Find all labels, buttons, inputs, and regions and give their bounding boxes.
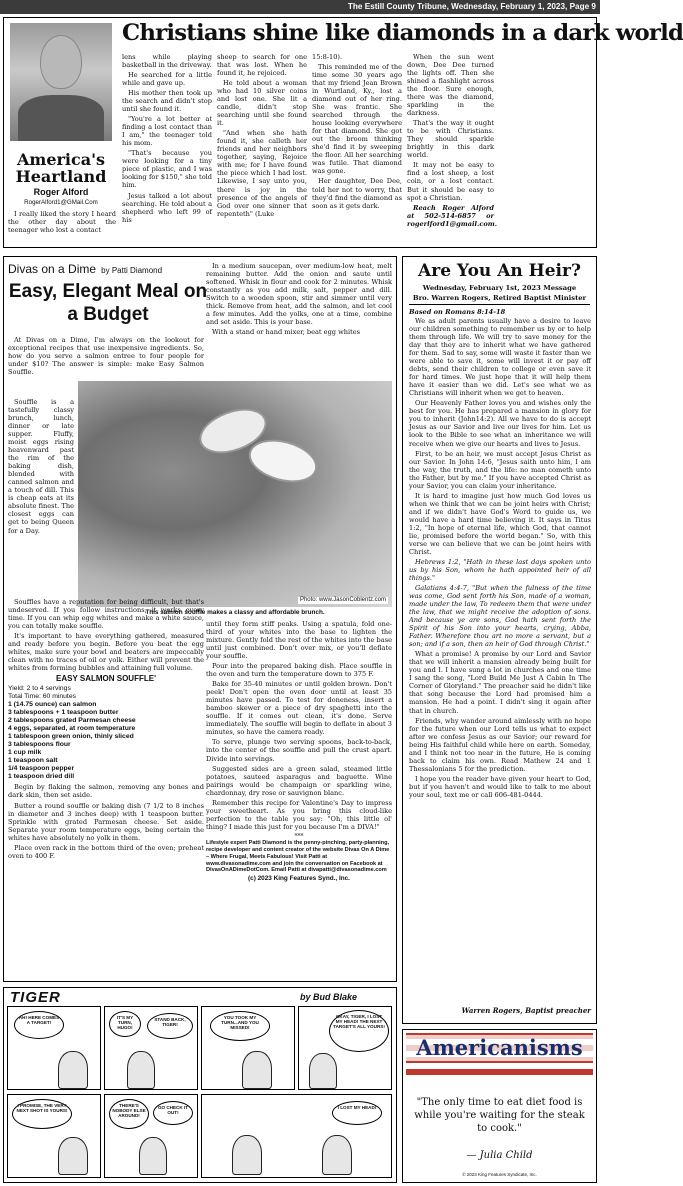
paragraph: Reach Roger Alford at 502-514-6857 or rogerlford1@gmail.com. [407, 203, 498, 228]
character-figure [309, 1053, 337, 1089]
character-figure [127, 1051, 155, 1089]
heir-author-line: Bro. Warren Rogers, Retired Baptist Minister [412, 294, 587, 302]
shoulders-silhouette [18, 95, 104, 141]
heir-subhead: Wednesday, February 1st, 2023 Message [422, 284, 577, 292]
paragraph: lens while playing basketball in the driveway. [122, 53, 212, 70]
comic-panel-2 [104, 1006, 198, 1090]
paragraph: I hope you the reader have given your heart to God, but if you haven't and would like to talk to me about your soul, text me or call 606-481-0444. [409, 774, 591, 799]
paragraph: He searched for a little while and gave up. [122, 71, 212, 88]
column-author-email[interactable]: RogerAlford1@GMail.Com [24, 199, 98, 206]
paragraph: It is hard to imagine just how much God loves us when we think that we can be joint heirs with Christ; and if we didn't have God's Word to guide us, we would have a hard time believing it. It says in Titus 1:2, "In hope of eternal life, which God, that cannot lie, promised before the world began." So, with this verse we can believe that we can be joint heirs with Christ. [409, 491, 591, 556]
paragraph: I really liked the story I heard the other day about the teenager who lost a contact [8, 210, 116, 235]
paragraph: When the sun went down, Dee Dee turned the lights off. Then she shined a flashlight across the floor. Sure enough, there was the diamond, sparkling in the darkness. [407, 53, 494, 118]
recipe-title: EASY SALMON SOUFFLE' [56, 674, 156, 684]
speech-bubble: YOU TOOK MY TURN...AND YOU MISSED! [210, 1011, 270, 1041]
character-figure [232, 1135, 262, 1175]
souffle-photo [78, 381, 392, 607]
speech-bubble: IT'S MY TURN, HUGO! [109, 1011, 141, 1037]
divas-byline: by Patti Diamond [101, 266, 163, 275]
author-photo [10, 23, 112, 141]
divas-bio: Lifestyle expert Patti Diamond is the penny-pinching, party-planning, recipe developer and content creator of the website Divas On A Dime – Where Frugal, Meets Fabulous! Visit Patti at www.divasonadime.com and join the conversation on Facebook at DivasOnADimeDotCom. Email Patti at divapatti@divasonadime.com [206, 840, 390, 874]
heir-body [409, 308, 591, 801]
paragraph: At Divas on a Dime, I'm always on the lookout for exceptional recipes that use inexpensive ingredients. So, how do you serve a salmon entree to four people for under $10? The answer is simple: make Easy Salmon Souffle. [8, 336, 204, 377]
paragraph: Begin by flaking the salmon, removing any bones and dark skin, then set aside. [8, 783, 204, 800]
column-headline: Christians shine like diamonds in a dark world [122, 20, 683, 46]
paragraph: His mother then took up the search and didn't stop until she found it. [122, 89, 212, 114]
comic-panel-1 [7, 1006, 101, 1090]
speech-bubble: AH! HERE COMES A TARGET! [14, 1011, 64, 1039]
paragraph: It may not be easy to find a lost sheep, a lost coin, or a lost contact. But it should be easy to spot a Christian. [407, 161, 494, 202]
top-col-5 [407, 53, 498, 230]
divas-copyright: (c) 2023 King Features Synd., Inc. [248, 875, 350, 883]
divas-intro-1 [8, 336, 204, 378]
character-figure [322, 1135, 352, 1175]
paragraph: Jesus talked a lot about searching. He told about a shepherd who left 99 of his [122, 191, 212, 224]
divas-stars: *** [294, 832, 304, 840]
paragraph: What a promise! A promise by our Lord and Savior that we will inherit a mansion already being built for you and I. I have sung a lot in churches and one time I sang the song, "Lord Build Me Just A Cabin In The Corner of Gloryland." The preacher said he didn't like that song because the Lord had promised him a mansion. He had a point. I didn't sing it again after that in church. [409, 650, 591, 715]
americanisms-title: Americanisms [406, 1035, 593, 1061]
comic-panel-3 [201, 1006, 295, 1090]
paragraph: Butter a round souffle or baking dish (7 1/2 to 8 inches in diameter and 3 inches deep) with 1 teaspoon butter. Sprinkle with grated Parmesan cheese. Set aside. Separate your room temperature eggs, being certain the whites have absolutely no yolk in them. [8, 801, 204, 842]
paragraph: "That's because you were looking for a tiny piece of plastic, and I was looking for $150," she told him. [122, 149, 212, 190]
ingredient: 3 tablespoons flour [8, 741, 71, 749]
comic-panel-5 [7, 1094, 101, 1178]
ingredient: 1/4 teaspoon pepper [8, 765, 75, 773]
speech-bubble: THERE'S NOBODY ELSE AROUND! [109, 1099, 149, 1129]
paragraph: Pour into the prepared baking dish. Place souffle in the oven and turn the temperature down to 375 F. [206, 662, 392, 679]
heir-divider [409, 304, 590, 305]
paragraph: With a stand or hand mixer, beat egg whites [212, 328, 361, 337]
americanisms-copyright: © 2023 King Features Syndicate, Inc. [462, 1172, 537, 1177]
paragraph: "And when she hath found it, she calleth her friends and her neighbors together, saying, Rejoice with me; for I have found the piece which I had lost. Likewise, I say unto you, there is joy in the presence of the angels of God over one sinner that repenteth" (Luke [217, 129, 307, 218]
photo-credit: Photo: www.JasonCoblentz.com [299, 596, 386, 603]
paragraph: Remember this recipe for Valentine's Day to impress your sweetheart. As you bring this cloud-like perfection to the table you say: "Oh, this little ol' thing? I made this just for you because I'm a DIVA!" [206, 798, 392, 831]
divas-kicker: Divas on a Dime [8, 262, 97, 276]
paragraph: That's the way it ought to be with Christians. They should sparkle brightly in this dark world. [407, 119, 494, 160]
paragraph: sheep to search for one that was lost. When he found it, he rejoiced. [217, 53, 307, 78]
paragraph: It's important to have everything gathered, measured and ready before you begin. Before you beat the egg whites, make sure your bowl and beaters are impeccably clean with no traces of oil or yolk. Either will prevent the whites from forming bubbles and attaining full volume. [8, 632, 204, 673]
column-name-2: Heartland [15, 167, 107, 186]
paragraph: Souffles have a reputation for being difficult, but that's undeserved. If you follow instructions, it works every time. If you can whip egg whites and make a white sauce, you can totally make souffle. [8, 598, 204, 631]
divas-right-top [206, 262, 392, 338]
heir-signature: Warren Rogers, Baptist preacher [461, 1006, 591, 1015]
ingredient: 1 teaspoon dried dill [8, 773, 75, 781]
speech-bubble: STAND BACK, TIGER! [147, 1013, 193, 1039]
divas-left-lower [8, 598, 204, 862]
ingredient: 3 tablespoons + 1 teaspoon butter [8, 709, 119, 717]
divas-intro-col [8, 398, 74, 537]
speech-bubble: I PROMISE, THE VERY NEXT SHOT IS YOURS! [12, 1099, 72, 1129]
comic-title: TIGER [10, 989, 61, 1006]
paragraph: Hebrews 1:2, "Hath in these last days spoken unto us by his Son, whom he hath appointed heir of all things." [409, 557, 591, 582]
americanisms-quote: "The only time to eat diet food is while you're waiting for the steak to cook." [414, 1097, 585, 1134]
speech-bubble: GO CHECK IT OUT! [153, 1101, 193, 1125]
americanisms-attribution: — Julia Child [466, 1150, 533, 1161]
ingredient: 2 tablespoons grated Parmesan cheese [8, 717, 136, 725]
ingredient: 1 (14.75 ounce) can salmon [8, 701, 97, 709]
top-col-3 [217, 53, 307, 220]
comic-byline: by Bud Blake [300, 992, 358, 1002]
paragraph: Place oven rack in the bottom third of the oven; preheat oven to 400 F. [8, 843, 204, 860]
paragraph: Suggested sides are a green salad, steamed little potatoes, sauteed asparagus and baguette. Wine pairings would be champaign or sparkling wine, chardonnay, dry rose or sauvignon blanc. [206, 764, 392, 797]
character-figure [139, 1137, 167, 1175]
character-figure [242, 1051, 272, 1089]
paragraph: First, to be an heir, we must accept Jesus Christ as our Savior. In John 14:6, "Jesus saith unto him, I am the way, the truth, and the life: no man cometh unto the Father, but by me." If you have accepted Christ as your Savior, you can claim your inheritance. [409, 449, 591, 490]
paragraph: 15:8-10). [312, 53, 343, 61]
divas-headline: Easy, Elegant Meal on a Budget [8, 281, 208, 325]
top-col-1 [8, 210, 116, 236]
column-name-1: America's [16, 150, 106, 169]
column-author: Roger Alford [33, 187, 89, 197]
character-figure [58, 1137, 88, 1175]
paragraph: until they form stiff peaks. Using a spatula, fold one-third of your whites into the base to lighten the mixture. Gently fold the rest of the whites into the base until just combined. Don't over mix, or you'll deflate your souffle. [206, 620, 392, 661]
recipe-yield: Yield: 2 to 4 servings [8, 684, 71, 692]
paragraph: Galatians 4:4-7, "But when the fulness of the time was come, God sent forth his Son, made of a woman, made under the law, To redeem them that were under the law, that we might receive the adoption of sons. And because ye are sons, God hath sent forth the Spirit of his Son into your hearts, crying, Abba, Father. Wherefore thou art no more a servant, but a son; and if a son, then an heir of God through Christ." [409, 584, 591, 649]
character-figure [58, 1051, 88, 1089]
paragraph: Souffle is a tastefully classy brunch, lunch, dinner or late supper. Fluffy, moist eggs rising heavenward past the rim of the baking dish, blended with canned salmon and a touch of dill. This is cheap eats at its absolute finest. The closest eggs can get to being Queen for a Day. [8, 398, 74, 535]
paragraph: Our Heavenly Father loves you and wishes only the best for you. He has prepared a mansion in glory for you to inherit (John14:2). All we have to do is accept Jesus as our Savior and live our lives for him. Let us look to the Bible to see what an inheritance we will receive when we give our hearts and lives to Jesus. [409, 399, 591, 448]
paragraph: In a medium saucepan, over medium-low heat, melt remaining butter. Add the onion and saute until softened. Whisk in flour and cook for 2 minutes. Whisk constantly as you add milk, salt, pepper and dill. Switch to a wooden spoon, stir and simmer until very thick. Remove from heat, add the salmon, and let cool a few minutes. Add the yolks, one at a time, combine and set aside. This is your base. [206, 262, 392, 327]
ingredient: 4 eggs, separated, at room temperature [8, 725, 136, 733]
divas-kicker-line [8, 262, 208, 277]
flag-banner [406, 1033, 593, 1077]
speech-bubble: OKAY, TIGER, I LOST MY HEAD! THE NEXT TARGET'S ALL YOURS! [329, 1010, 389, 1052]
masthead: The Estill County Tribune, Wednesday, February 1, 2023, Page 9 [0, 0, 600, 14]
paragraph: "You're a lot better at finding a lost contact than I am," the teenager told his mom. [122, 115, 212, 148]
photo-caption: This salmon souffle makes a classy and affordable brunch. [145, 609, 325, 616]
paragraph: This reminded me of the time some 30 years ago that my friend Jean Brown in Wurtland, Ky., lost a diamond out of her ring. She was frantic. She searched through the house looking everywhere for that diamond. She got out the broom thinking she'd find it by sweeping the floor. All her searching was futile. That diamond was gone. [312, 63, 402, 176]
paragraph: Bake for 35-40 minutes or until golden brown. Don't peek! Don't open the oven door until at least 35 minutes have passed. To test for doneness, insert a bamboo skewer or a piece of dry spaghetti into the souffle. If it comes out clean, it's done. Serve immediately. The souffle will begin to deflate in about 3 minutes, so have the camera ready. [206, 680, 392, 737]
top-col-2 [122, 53, 212, 226]
paragraph: Friends, why wander around aimlessly with no hope for the future when our Lord tells us what to expect after we confess Jesus as our Savior; our reward for being His faithful child while here on earth. Someday, and I think not too near in the future, He is coming back to claim his own. Read Mathew 24 and 1 Thessalonians 5 for the prediction. [409, 716, 591, 773]
speech-bubble: I LOST MY HEAD! [332, 1101, 382, 1125]
paragraph: Her daughter, Dee Dee, told her not to worry, that they'd find the diamond as soon as it gets dark. [312, 177, 402, 210]
recipe-total-time: Total Time: 60 minutes [8, 693, 76, 700]
divas-right-bottom [206, 620, 392, 883]
paragraph: To serve, plunge two serving spoons, back-to-back, into the center of the souffle and pull the crust apart. Divide into servings. [206, 738, 392, 763]
heir-headline: Are You An Heir? [418, 261, 581, 281]
ingredient: 1 tablespoon green onion, thinly sliced [8, 733, 134, 741]
top-col-4 [312, 53, 402, 212]
heir-based-on: Based on Romans 8:14-18 [409, 308, 506, 316]
comic-panel-7 [201, 1094, 392, 1178]
ingredient: 1 cup milk [8, 749, 42, 757]
comic-panel-6 [104, 1094, 198, 1178]
paragraph: We as adult parents usually have a desire to leave our children something to remember us by or to help them through life. We will try to save money for the day that they are to inherit what we have gathered for them. Sad to say, some will waste it faster than we were able to save it, some will invest it or pay off debts, send their children to college or even save it for hard times. We just hope that it will help them have it easier than we did. Let's see what we as Christians will inherit when we get to heaven. [409, 317, 591, 398]
paragraph: He told about a woman who had 10 silver coins and lost one. She lit a candle, didn't stop searching until she found it. [217, 79, 307, 128]
comic-panel-4 [298, 1006, 392, 1090]
head-silhouette [40, 35, 82, 89]
ingredient: 1 teaspoon salt [8, 757, 58, 765]
